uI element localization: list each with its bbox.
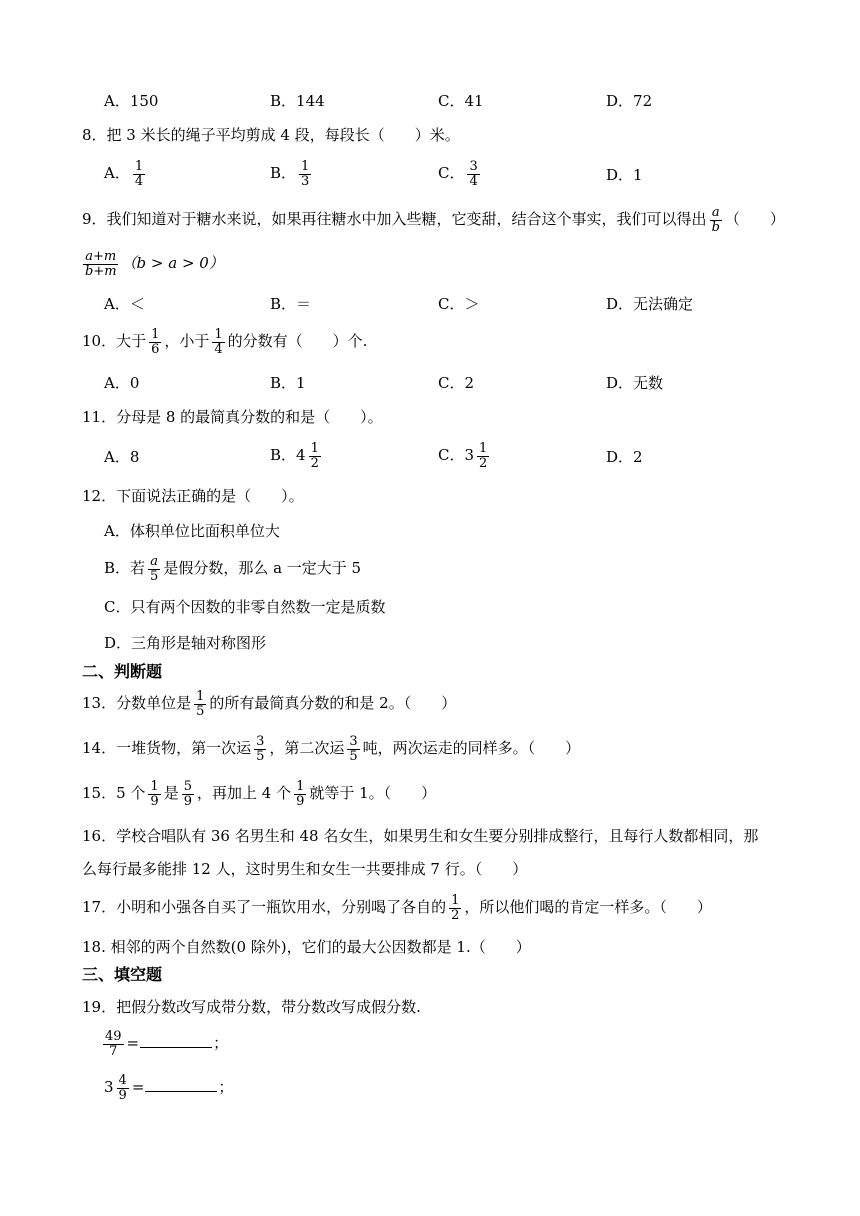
q12-option-c: C．只有两个因数的非零自然数一定是质数 (104, 598, 386, 616)
fraction: $\frac{1}{9}$ (150, 779, 159, 809)
q17: 17．小明和小强各自买了一瓶饮用水，分别喝了各自的 $\frac{1}{2}$ ，所以他们喝的肯定一样多。（ ） (82, 893, 712, 923)
q14: 14．一堆货物，第一次运 $\frac{3}{5}$ ，第二次运 $\frac{3}{5}$ 吨，两次运走的同样多。（ ） (82, 734, 581, 764)
q8-option-b: B． $\frac{1}{3}$ (270, 159, 310, 189)
fraction: $\frac{1}{2}$ (451, 893, 460, 923)
q16-line1: 16．学校合唱队有 36 名男生和 48 名女生，如果男生和女生要分别排成整行，且每行人数都相同，那 (82, 827, 759, 845)
q18: 18. 相邻的两个自然数(0 除外)，它们的最大公因数都是 1.（ ） (82, 938, 531, 956)
q11-option-c: C．3 $\frac{1}{2}$ (438, 441, 488, 471)
q9-option-c: C．＞ (438, 295, 480, 313)
q10-option-c: C．2 (438, 374, 475, 392)
fraction: $\frac{1}{5}$ (196, 689, 205, 719)
q9-option-d: D．无法确定 (606, 295, 694, 313)
fraction: $\frac{a+m}{b+m}$ (85, 249, 117, 279)
fraction: $\frac{3}{5}$ (349, 734, 358, 764)
q15: 15．5 个 $\frac{1}{9}$ 是 $\frac{5}{9}$ ，再加上 4 个 $\frac{1}{9}$ 就等于 1。（ ） (82, 779, 437, 809)
fraction: $\frac{1}{9}$ (296, 779, 305, 809)
q9-option-a: A．＜ (104, 295, 145, 313)
fraction: $\frac{4}{9}$ (118, 1073, 127, 1103)
q12-option-d: D．三角形是轴对称图形 (104, 634, 267, 652)
section-heading-fill-in: 三、填空题 (82, 965, 163, 984)
q11-option-b: B．4 $\frac{1}{2}$ (270, 441, 319, 471)
section-heading-judgement: 二、判断题 (82, 662, 163, 681)
q8-option-d: D．1 (606, 166, 643, 184)
fraction: $\frac{3}{5}$ (256, 734, 265, 764)
q7-option-c: C．41 (438, 92, 484, 110)
q8-option-c: C． $\frac{3}{4}$ (438, 159, 478, 189)
answer-blank[interactable] (145, 1077, 217, 1092)
q16-line2: 么每行最多能排 12 人，这时男生和女生一共要排成 7 行。（ ） (82, 860, 528, 878)
fraction: $\frac{5}{9}$ (183, 779, 192, 809)
q19-item-1: $\frac{49}{7}$ = ； (105, 1029, 229, 1059)
q10-option-d: D．无数 (606, 374, 664, 392)
q9-option-b: B．＝ (270, 295, 312, 313)
q11-option-a: A．8 (104, 448, 140, 466)
q9-stem: 9．我们知道对于糖水来说，如果再往糖水中加入些糖，它变甜，结合这个事实，我们可以得出 $\frac{a}{b}$ （ ） (82, 205, 785, 235)
fraction: $\frac{3}{4}$ (469, 159, 478, 189)
q12-option-a: A．体积单位比面积单位大 (104, 522, 280, 540)
q19-stem: 19．把假分数改写成带分数，带分数改写成假分数. (82, 998, 421, 1016)
fraction: $\frac{1}{3}$ (301, 159, 310, 189)
q10-option-a: A．0 (104, 374, 140, 392)
q11-stem: 11．分母是 8 的最简真分数的和是（ ）。 (82, 408, 383, 426)
fraction: $\frac{1}{4}$ (134, 159, 144, 189)
q11-option-d: D．2 (606, 448, 643, 466)
q12-option-b: B．若 $\frac{a}{5}$ 是假分数，那么 a 一定大于 5 (104, 554, 362, 584)
q7-option-a: A．150 (104, 92, 159, 110)
q12-stem: 12．下面说法正确的是（ ）。 (82, 487, 304, 505)
q7-option-d: D．72 (606, 92, 653, 110)
q8-stem: 8．把 3 米长的绳子平均剪成 4 段，每段长（ ）米。 (82, 126, 460, 144)
fraction: $\frac{1}{4}$ (214, 327, 223, 357)
q7-option-b: B．144 (270, 92, 325, 110)
fraction: $\frac{1}{2}$ (310, 441, 319, 471)
fraction: $\frac{1}{2}$ (479, 441, 488, 471)
q10-stem: 10．大于 $\frac{1}{6}$ ，小于 $\frac{1}{4}$ 的分数有（ ）个. (82, 327, 368, 357)
answer-blank[interactable] (140, 1033, 212, 1048)
fraction: $\frac{1}{6}$ (151, 327, 160, 357)
q10-option-b: B．1 (270, 374, 306, 392)
q8-option-a: A． $\frac{1}{4}$ (104, 159, 144, 189)
fraction: $\frac{a}{5}$ (150, 554, 159, 584)
q19-item-2: 3 $\frac{4}{9}$ = ； (104, 1073, 234, 1103)
fraction: $\frac{49}{7}$ (105, 1029, 122, 1059)
q9-condition-line: $\frac{a+m}{b+m}$ （b > a > 0） (85, 249, 224, 279)
q13: 13．分数单位是 $\frac{1}{5}$ 的所有最简真分数的和是 2。（ ） (82, 689, 457, 719)
fraction: $\frac{a}{b}$ (711, 205, 720, 235)
